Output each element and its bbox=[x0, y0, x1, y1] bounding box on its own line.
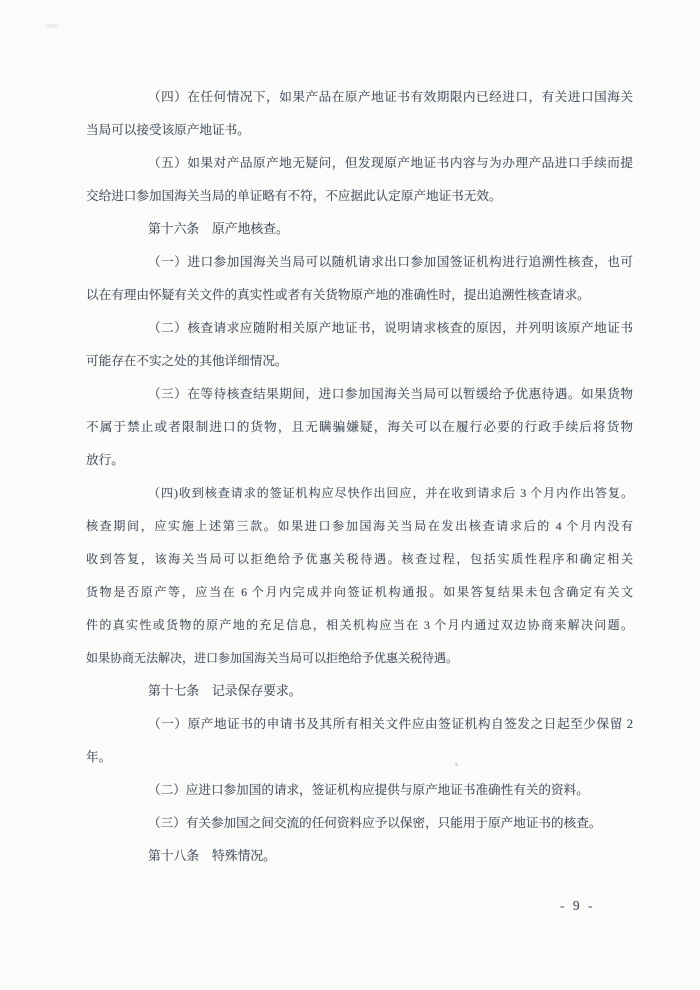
article-17-item-3 bbox=[86, 807, 633, 840]
text-line: 收到答复，该海关当局可以拒绝给予优惠关税待遇。核查过程，包括实质性程序和确定相关 bbox=[86, 552, 633, 566]
article-16-item-4 bbox=[86, 477, 633, 675]
article-16-item-2 bbox=[86, 312, 633, 378]
text-line: （三）有关参加国之间交流的任何资料应予以保密，只能用于原产地证书的核查。 bbox=[148, 816, 602, 830]
text-line: 第十六条 原产地核查。 bbox=[148, 222, 289, 236]
text-line: 第十七条 记录保存要求。 bbox=[148, 684, 302, 698]
text-line: （四)收到核查请求的签证机构应尽快作出回应，并在收到请求后 3 个月内作出答复。 bbox=[148, 486, 633, 500]
text-line: 放行。 bbox=[86, 453, 124, 467]
text-line: 第十八条 特殊情况。 bbox=[148, 849, 276, 863]
text-line: （一）进口参加国海关当局可以随机请求出口参加国签证机构进行追溯性核查，也可 bbox=[148, 255, 633, 269]
article-16-heading bbox=[86, 213, 633, 246]
text-line: （二）应进口参加国的请求，签证机构应提供与原产地证书准确性有关的资料。 bbox=[148, 783, 589, 797]
page-number: - 9 - bbox=[560, 898, 595, 913]
text-line: 不属于禁止或者限制进口的货物，且无瞒骗嫌疑，海关可以在履行必要的行政手续后将货物 bbox=[86, 420, 633, 434]
document-body bbox=[86, 81, 633, 873]
text-line: 年。 bbox=[86, 750, 112, 764]
clause-5-item-5 bbox=[86, 147, 633, 213]
text-line: 核查期间，应实施上述第三款。如果进口参加国海关当局在发出核查请求后的 4 个月内没有 bbox=[86, 519, 633, 533]
scan-smudge bbox=[46, 24, 58, 28]
text-line: （一）原产地证书的申请书及其所有相关文件应由签证机构自签发之日起至少保留 2 bbox=[148, 717, 633, 731]
article-16-item-3 bbox=[86, 378, 633, 477]
text-line: （四）在任何情况下，如果产品在原产地证书有效期限内已经进口，有关进口国海关 bbox=[148, 90, 633, 104]
article-17-item-1 bbox=[86, 708, 633, 774]
article-17-heading bbox=[86, 675, 633, 708]
article-17-item-2 bbox=[86, 774, 633, 807]
clause-5-item-4 bbox=[86, 81, 633, 147]
text-line: 当局可以接受该原产地证书。 bbox=[86, 123, 250, 137]
text-line: 以在有理由怀疑有关文件的真实性或者有关货物原产地的准确性时，提出追溯性核查请求。 bbox=[86, 288, 590, 302]
article-16-item-1 bbox=[86, 246, 633, 312]
text-line: 可能存在不实之处的其他详细情况。 bbox=[86, 354, 288, 368]
text-line: 件的真实性或货物的原产地的充足信息，相关机构应当在 3 个月内通过双边协商来解决问题。 bbox=[86, 618, 633, 632]
text-line: （三）在等待核查结果期间，进口参加国海关当局可以暂缓给予优惠待遇。如果货物 bbox=[148, 387, 633, 401]
text-line: （二）核查请求应随附相关原产地证书，说明请求核查的原因，并列明该原产地证书 bbox=[148, 321, 633, 335]
text-line: （五）如果对产品原产地无疑问，但发现原产地证书内容与为办理产品进口手续而提 bbox=[148, 156, 633, 170]
article-18-heading bbox=[86, 840, 633, 873]
text-line: 交给进口参加国海关当局的单证略有不符，不应据此认定原产地证书无效。 bbox=[86, 189, 502, 203]
text-line: 货物是否原产等，应当在 6 个月内完成并向签证机构通报。如果答复结果未包含确定有关文 bbox=[86, 585, 633, 599]
text-line: 如果协商无法解决，进口参加国海关当局可以拒绝给予优惠关税待遇。 bbox=[86, 651, 459, 665]
